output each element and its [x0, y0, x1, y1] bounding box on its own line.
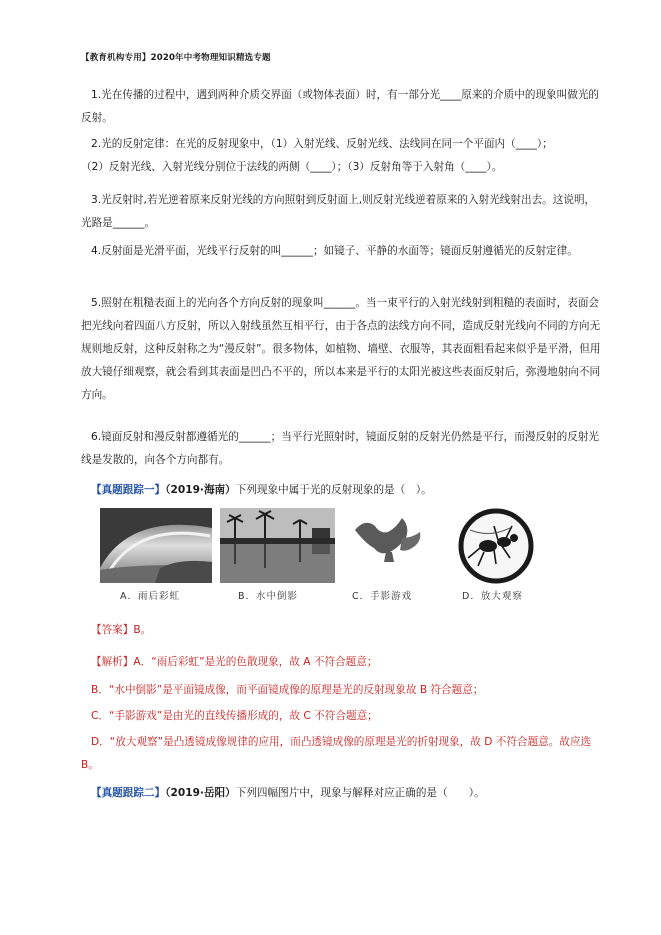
paragraph-5: 5.照射在粗糙表面上的光向各个方向反射的现象叫______。当一束平行的入射光线射到粗糙的表面时，表面会把光线向着四面八方反射，所以入射线虽然互相平行，由于各点的法线方向不同，造成反射光线向不同的方向无规则地反射，这种反射称之为“漫反射”。很多物体，如植物、墙壁、衣服等，其表面粗看起来似乎是平滑，但用放大镜仔细观察，就会看到其表面是凹凸不平的，所以本来是平行的太阳光被这些表面反射后，弥漫地射向不同方向。 — [81, 297, 601, 401]
page-header: 【教育机构专用】2020年中考物理知识精选专题 — [81, 53, 271, 63]
reflection-photo — [220, 508, 335, 583]
question-1 — [81, 479, 601, 502]
paragraph-2-line-2: （2）反射光线、入射光线分别位于法线的两侧（____）；（3）反射角等于入射角（____）。 — [81, 161, 503, 173]
paragraph-2-line-1: 2.光的反射定律：在光的反射现象中，（1）入射光线、反射光线、法线同在同一个平面内（____）； — [91, 138, 553, 150]
analysis-d: D．“放大观察”是凸透镜成像规律的应用，而凸透镜成像的原理是光的折射现象，故 D 不符合题意。故应选 B。 — [81, 736, 592, 771]
analysis-a: 【解析】A．“雨后彩虹”是光的色散现象，故 A 不符合题意； — [91, 656, 378, 668]
paragraph-4: 4.反射面是光滑平面，光线平行反射的叫______；如镜子、平静的水面等；镜面反射遵循光的反射定律。 — [91, 245, 578, 257]
analysis-b: B．“水中倒影”是平面镜成像，而平面镜成像的原理是光的反射现象故 B 符合题意； — [91, 684, 484, 696]
question-1-source: （2019·海南） — [165, 484, 236, 496]
question-2-tag: 【真题跟踪二】 — [91, 787, 166, 799]
question-2-stem: 下列四幅图片中，现象与解释对应正确的是（ ）。 — [235, 787, 485, 799]
analysis-c: C．“手影游戏”是由光的直线传播形成的，故 C 不符合题意； — [91, 710, 378, 722]
question-2-source: （2019·岳阳） — [165, 787, 236, 799]
paragraph-3: 3.光反射时,若光逆着原来反射光线的方向照射到反射面上,则反射光线逆着原来的入射光线射出去。这说明，光路是______。 — [81, 194, 596, 229]
question-1-tag: 【真题跟踪一】 — [91, 484, 166, 496]
question-1-figures — [100, 508, 610, 604]
figure-c-caption: C．手影游戏 — [352, 591, 413, 602]
paragraph-6: 6.镜面反射和漫反射都遵循光的______；当平行光照射时，镜面反射的反射光仍然是平行，而漫反射的反射光线是发散的，向各个方向都有。 — [81, 431, 600, 466]
paragraph-1: 1.光在传播的过程中，遇到两种介质交界面（或物体表面）时，有一部分光____原来的介质中的现象叫做光的反射。 — [81, 89, 600, 124]
magnifier-photo — [450, 508, 540, 588]
answer: 【答案】B。 — [91, 624, 152, 636]
figure-a-caption: A．雨后彩虹 — [120, 591, 180, 602]
rainbow-photo — [100, 508, 212, 583]
question-1-stem: 下列现象中属于光的反射现象的是（ ）。 — [235, 484, 432, 496]
question-2 — [81, 782, 601, 805]
figure-d-caption: D．放大观察 — [462, 591, 523, 602]
figure-b-caption: B．水中倒影 — [238, 591, 299, 602]
hand-shadow-photo — [350, 508, 430, 583]
